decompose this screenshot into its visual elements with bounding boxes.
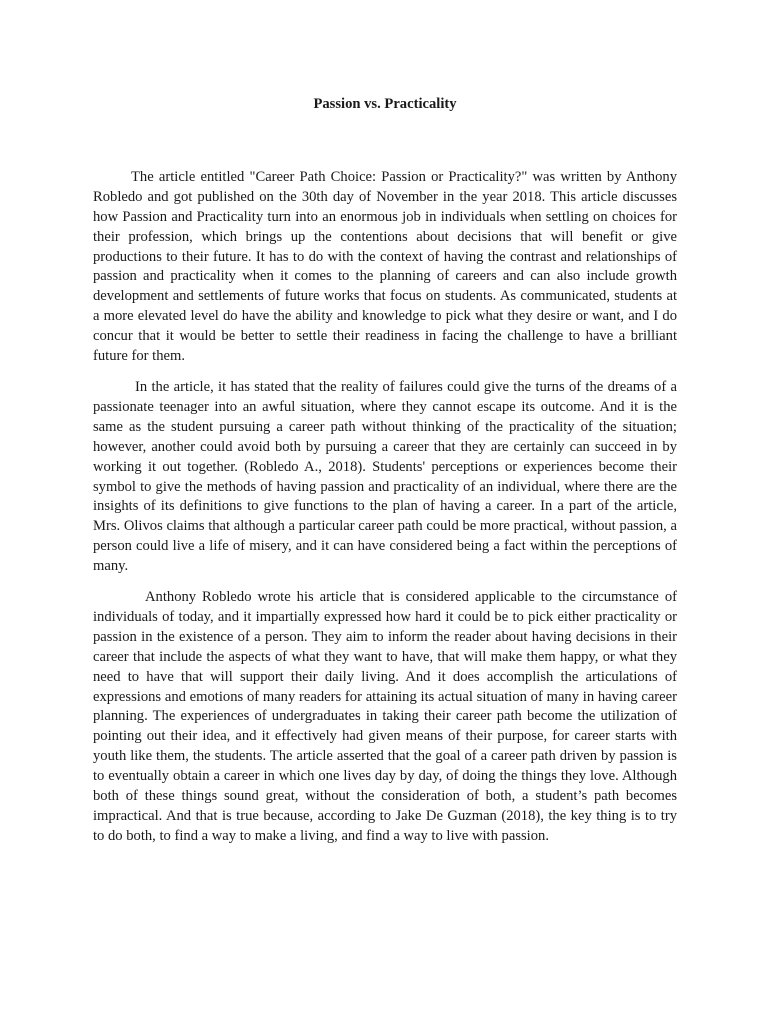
paragraph-1: The article entitled "Career Path Choice: Passion or Practicality?" was written by Anthony Robledo and got published on the 30th day of November in the year 2018. This article discusses how Passion and Practicality turn into an enormous job in individuals when settling on choices for their profession, which brings up the contentions about decisions that will benefit or give productions to their future. It has to do with the context of having the contrast and relationships of passion and practicality when it comes to the planning of careers and can also include growth development and settlements of future works that focus on students. As communicated, students at a more elevated level do have the ability and knowledge to pick what they desire or want, and I do concur that it would be better to settle their readiness in facing the challenge to have a brilliant future for them. xyxy=(93,168,677,365)
document-title: Passion vs. Practicality xyxy=(313,96,457,112)
paragraph-2: In the article, it has stated that the reality of failures could give the turns of the dreams of a passionate teenager into an awful situation, where they cannot escape its outcome. And it is the same as the student pursuing a career path without thinking of the practicality of the situation; however, another could avoid both by pursuing a career that they are certainly can succeed in by working it out together. (Robledo A., 2018). Students' perceptions or experiences become their symbol to give the methods of having passion and practicality of an individual, where there are the insights of its definitions to give functions to the plan of having a career. In a part of the article, Mrs. Olivos claims that although a particular career path could be more practical, without passion, a person could live a life of misery, and it can have considered being a fact within the perceptions of many. xyxy=(93,378,677,575)
paragraph-3: Anthony Robledo wrote his article that is considered applicable to the circumstance of individuals of today, and it impartially expressed how hard it could be to pick either practicality or passion in the existence of a person. They aim to inform the reader about having decisions in their career that include the aspects of what they want to have, that will make them happy, or what they need to have that will support their daily living. And it does accomplish the articulations of expressions and emotions of many readers for attaining its actual situation of many in having career planning. The experiences of undergraduates in taking their career path become the utilization of pointing out their idea, and it effectively had given means of their purpose, for career starts with youth like them, the students. The article asserted that the goal of a career path driven by passion is to eventually obtain a career in which one lives day by day, of doing the things they love. Although both of these things sound great, without the consideration of both, a student’s path becomes impractical. And that is true because, according to Jake De Guzman (2018), the key thing is to try to do both, to find a way to make a living, and find a way to live with passion. xyxy=(93,589,677,844)
